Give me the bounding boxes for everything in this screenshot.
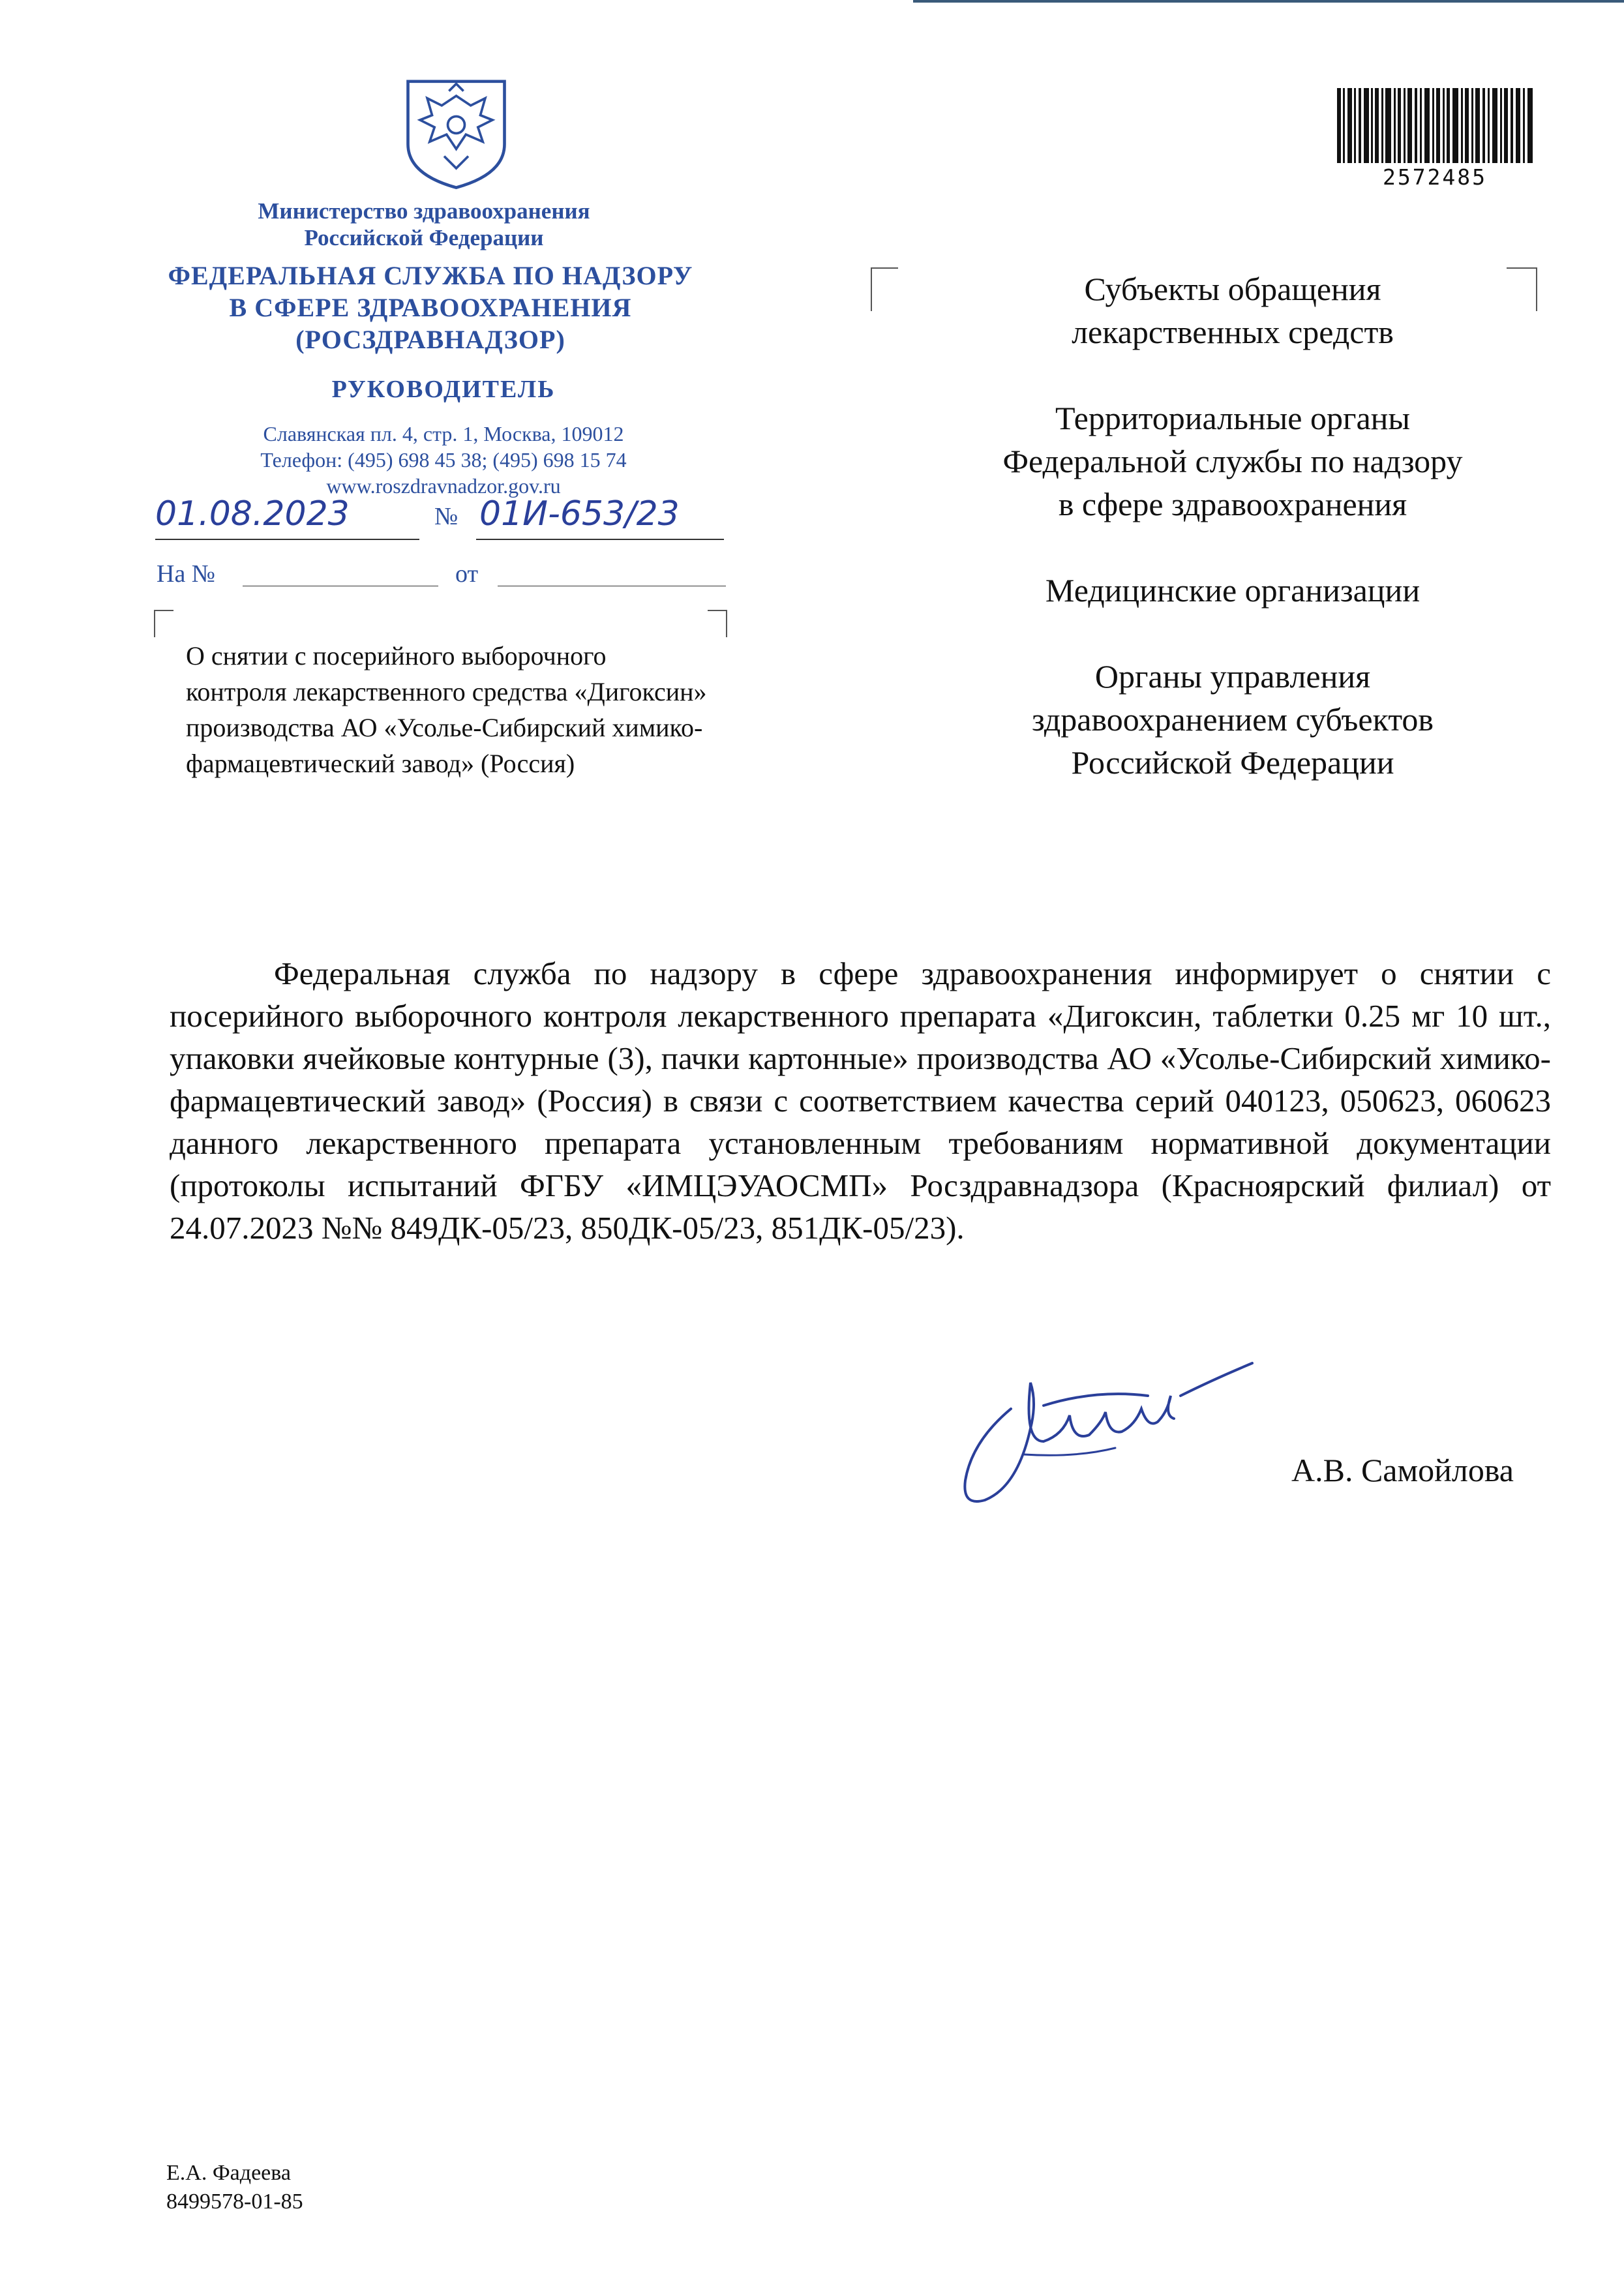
executor-info [166,2159,303,2216]
subject-line: фармацевтический завод» (Россия) [186,749,575,778]
agency-line: В СФЕРЕ ЗДРАВООХРАНЕНИЯ [229,293,632,322]
subject [186,638,838,781]
ministry-name [157,198,691,251]
agency-contacts [176,421,711,499]
subject-bracket-right [708,610,727,637]
recipient-line: Медицинские организации [1045,572,1421,609]
subject-line: производства АО «Усолье-Сибирский химико- [186,713,703,742]
ministry-line: Российской Федерации [304,225,544,250]
ministry-line: Министерство здравоохранения [258,198,590,224]
phone: Телефон: (495) 698 45 38; (495) 698 15 74 [260,448,627,472]
address: Славянская пл. 4, стр. 1, Москва, 109012 [263,422,624,445]
from-label: от [455,560,479,588]
recipient-line: лекарственных средств [1072,314,1394,350]
subject-line: О снятии с посерийного выборочного [186,641,607,670]
recipient-line: Территориальные органы [1055,400,1411,436]
signer-name: А.В. Самойлова [1291,1452,1514,1488]
registration-date: 01.08.2023 [155,494,350,534]
position-title: РУКОВОДИТЕЛЬ [331,376,556,403]
recipient-line: в сфере здравоохранения [1058,486,1407,522]
number-label: № [434,503,459,530]
recipient-line: Субъекты обращения [1084,271,1381,307]
recipient-line: Федеральной службы по надзору [1002,443,1463,479]
date-underline [155,539,419,540]
recipient-line: здравоохранением субъектов [1031,701,1434,738]
recipient-line: Российской Федерации [1071,744,1394,781]
recipient [913,655,1552,784]
body-paragraph: Федеральная служба по надзору в сфере здравоохранения информирует о снятии с посерийного выборочного контроля лекарственного препарата «Дигоксин, таблетки 0.25 мг 10 шт., упаковки ячейковые контурные (3), пачки картонные» производства АО «Усолье-Сибирский химико-фармацевтический завод» (Россия) в связи с соответствием качества серий 040123, 050623, 060623 данного лекарственного препарата установленным требованиям нормативной документации (протоколы испытаний ФГБУ «ИМЦЭУАОСМП» Росздравнадзора (Красноярский филиал) от 24.07.2023 №№ 849ДК-05/23, 850ДК-05/23, 851ДК-05/23). [170,956,1551,1246]
website: www.roszdravnadzor.gov.ru [326,474,561,498]
agency-line: ФЕДЕРАЛЬНАЯ СЛУЖБА ПО НАДЗОРУ [168,261,693,290]
recipient [913,397,1552,526]
agency-line: (РОСЗДРАВНАДЗОР) [295,325,565,354]
signature-icon [933,1344,1298,1526]
executor-phone: 8499578-01-85 [166,2190,303,2214]
scan-edge-line [913,0,1624,3]
subject-bracket-left [154,610,173,637]
recipient [913,267,1552,354]
executor-name: Е.А. Фадеева [166,2161,291,2185]
barcode [1337,88,1533,163]
recipient-line: Органы управления [1094,658,1371,695]
agency-name [130,260,730,355]
subject-line: контроля лекарственного средства «Дигоксин» [186,677,707,706]
recipients-block [913,267,1552,827]
number-underline [476,539,724,540]
recipient-bracket-left [871,267,898,311]
registration-number: 01И-653/23 [479,494,680,534]
reply-to-label: На № [157,560,216,588]
recipient [913,569,1552,612]
coat-of-arms-icon [396,72,517,192]
barcode-number: 2572485 [1382,164,1488,190]
